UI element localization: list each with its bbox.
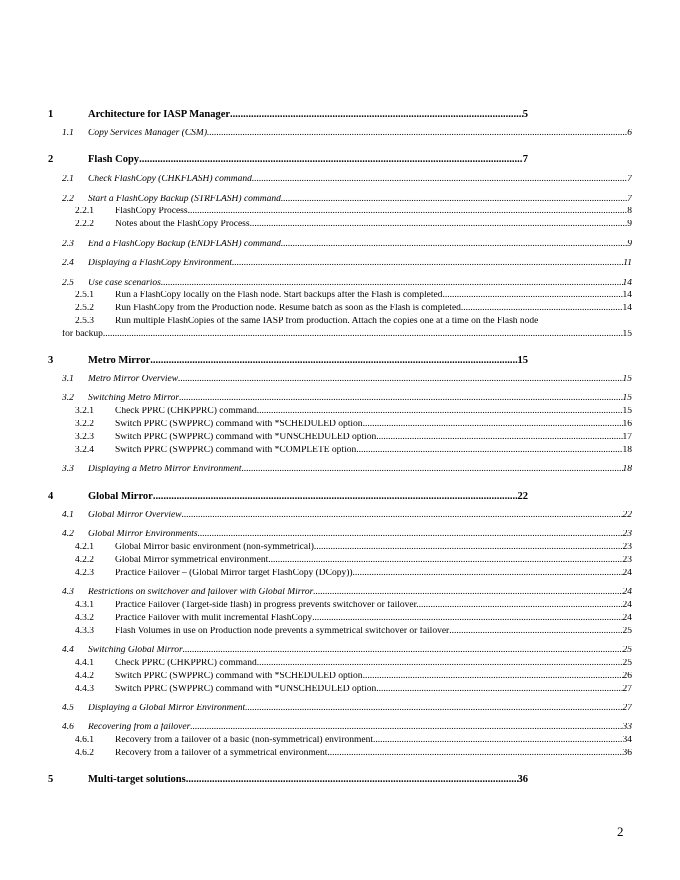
toc-entry-page: 9 bbox=[627, 240, 632, 249]
dot-leader bbox=[356, 446, 622, 456]
toc-entry-title: Start a FlashCopy Backup (STRFLASH) command bbox=[88, 195, 281, 204]
dot-leader bbox=[188, 207, 628, 217]
toc-entry-title: Global Mirror basic environment (non-symmetrical) bbox=[115, 543, 314, 552]
dot-leader bbox=[314, 543, 623, 553]
toc-entry-page: 16 bbox=[622, 420, 632, 429]
dot-leader bbox=[232, 259, 623, 269]
toc-entry-page: 27 bbox=[622, 685, 632, 694]
toc-entry-2-2[interactable] bbox=[62, 195, 632, 205]
toc-entry-title: Global Mirror Environments bbox=[88, 530, 198, 539]
toc-entry-title: Run multiple FlashCopies of the same IASP from production. Attach the copies one at a time on the Flash node bbox=[115, 317, 539, 326]
toc-entry-3-2-2[interactable] bbox=[75, 420, 632, 430]
toc-entry-title: Recovering from a failover bbox=[88, 723, 191, 732]
toc-entry-number: 2.4 bbox=[62, 259, 74, 268]
toc-entry-number: 4.2.3 bbox=[75, 569, 94, 578]
dot-leader bbox=[376, 433, 622, 443]
toc-entry-4-3-2[interactable] bbox=[75, 614, 632, 624]
dot-leader bbox=[363, 420, 623, 430]
toc-entry-number: 4.6 bbox=[62, 723, 74, 732]
toc-entry-title: Switch PPRC (SWPPRC) command with *SCHEDULED option bbox=[115, 420, 363, 429]
toc-entry-page: 6 bbox=[627, 129, 632, 138]
dot-leader bbox=[139, 155, 523, 166]
toc-entry-number: 2.3 bbox=[62, 240, 74, 249]
toc-entry-page: 25 bbox=[622, 627, 632, 636]
toc-entry-1[interactable] bbox=[48, 110, 528, 121]
toc-entry-2-5[interactable] bbox=[62, 279, 632, 289]
toc-entry-number: 1.1 bbox=[62, 129, 74, 138]
toc-entry-number: 4.6.1 bbox=[75, 736, 94, 745]
toc-entry-number: 4.1 bbox=[62, 511, 74, 520]
toc-entry-3[interactable] bbox=[48, 356, 528, 367]
toc-entry-page: 9 bbox=[627, 220, 632, 229]
toc-entry-title: Switch PPRC (SWPPRC) command with *COMPLETE option bbox=[115, 446, 357, 455]
dot-leader bbox=[281, 195, 627, 205]
toc-entry-title: FlashCopy Process bbox=[115, 207, 188, 216]
dot-leader bbox=[281, 240, 627, 250]
dot-leader bbox=[207, 129, 627, 139]
toc-entry-3-3[interactable] bbox=[62, 465, 632, 475]
toc-entry-number: 5 bbox=[48, 775, 54, 785]
toc-entry-2[interactable] bbox=[48, 155, 528, 166]
toc-entry-page: 36 bbox=[517, 775, 528, 785]
toc-entry-title: Practice Failover (Target-side flash) in progress prevents switchover or failover. bbox=[115, 601, 419, 610]
toc-entry-2-2-1[interactable] bbox=[75, 207, 632, 217]
toc-entry-4-3[interactable] bbox=[62, 588, 632, 598]
toc-entry-2-3[interactable] bbox=[62, 240, 632, 250]
dot-leader bbox=[463, 304, 622, 314]
toc-entry-page: 15 bbox=[622, 330, 632, 339]
toc-entry-number: 4.5 bbox=[62, 704, 74, 713]
toc-entry-4-2-1[interactable] bbox=[75, 543, 632, 553]
toc-entry-2-5-3[interactable] bbox=[75, 317, 632, 327]
toc-entry-title: Check FlashCopy (CHKFLASH) command bbox=[88, 175, 252, 184]
toc-entry-number: 3 bbox=[48, 356, 54, 366]
toc-entry-3-2-3[interactable] bbox=[75, 433, 632, 443]
page-number: 2 bbox=[617, 824, 624, 839]
dot-leader bbox=[419, 601, 623, 611]
toc-entry-number: 3.2.2 bbox=[75, 420, 94, 429]
toc-entry-page: 5 bbox=[522, 110, 528, 120]
toc-entry-title: Switch PPRC (SWPPRC) command with *SCHEDULED option bbox=[115, 672, 363, 681]
toc-entry-page: 8 bbox=[627, 207, 632, 216]
dot-leader bbox=[242, 465, 623, 475]
dot-leader bbox=[442, 291, 622, 301]
toc-entry-page: 23 bbox=[622, 556, 632, 565]
toc-entry-number: 4.6.2 bbox=[75, 749, 94, 758]
toc-entry-number: 2.2.1 bbox=[75, 207, 94, 216]
toc-entry-title: Check PPRC (CHKPPRC) command bbox=[115, 407, 257, 416]
dot-leader bbox=[190, 723, 622, 733]
toc-entry-page: 7 bbox=[522, 155, 528, 165]
toc-entry-page: 33 bbox=[622, 723, 632, 732]
toc-entry-number: 4 bbox=[48, 492, 54, 502]
toc-entry-page: 24 bbox=[622, 601, 632, 610]
dot-leader bbox=[353, 569, 623, 579]
toc-entry-number: 4.2.1 bbox=[75, 543, 94, 552]
toc-entry-number: 4.4.2 bbox=[75, 672, 94, 681]
toc-entry-title: Switch PPRC (SWPPRC) command with *UNSCHEDULED option bbox=[115, 433, 377, 442]
dot-leader bbox=[183, 646, 623, 656]
toc-entry-page: 24 bbox=[622, 588, 632, 597]
toc-entry-page: 23 bbox=[622, 530, 632, 539]
toc-entry-title-continuation: for backup. bbox=[62, 330, 106, 339]
dot-leader bbox=[150, 356, 517, 367]
toc-entry-4-6[interactable] bbox=[62, 723, 632, 733]
toc-entry-number: 3.2 bbox=[62, 394, 74, 403]
toc-entry-page: 18 bbox=[622, 465, 632, 474]
toc-entry-title: Notes about the FlashCopy Process bbox=[115, 220, 250, 229]
dot-leader bbox=[257, 659, 623, 669]
toc-entry-title: Metro Mirror bbox=[88, 356, 151, 366]
dot-leader bbox=[312, 614, 622, 624]
toc-entry-3-2[interactable] bbox=[62, 394, 632, 404]
toc-entry-title: Switching Metro Mirror bbox=[88, 394, 180, 403]
toc-entry-title: Practice Failover – (Global Mirror target FlashCopy (DCopy)) bbox=[115, 569, 353, 578]
toc-entry-number: 3.2.1 bbox=[75, 407, 94, 416]
toc-entry-title: Use case scenarios bbox=[88, 279, 161, 288]
toc-entry-4-6-2[interactable] bbox=[75, 749, 632, 759]
dot-leader bbox=[363, 672, 623, 682]
toc-entry-page: 15 bbox=[622, 407, 632, 416]
toc-entry-title: Metro Mirror Overview bbox=[88, 375, 179, 384]
toc-entry-2-4[interactable] bbox=[62, 259, 632, 269]
toc-entry-number: 2.5.1 bbox=[75, 291, 94, 300]
toc-entry-page: 18 bbox=[622, 446, 632, 455]
toc-entry-title: Displaying a Global Mirror Environment bbox=[88, 704, 246, 713]
dot-leader bbox=[230, 110, 523, 121]
toc-entry-number: 4.4 bbox=[62, 646, 74, 655]
toc-entry-number: 3.2.4 bbox=[75, 446, 94, 455]
toc-entry-4-3-1[interactable] bbox=[75, 601, 632, 611]
dot-leader bbox=[376, 685, 622, 695]
toc-entry-number: 2.1 bbox=[62, 175, 74, 184]
toc-entry-page: 17 bbox=[622, 433, 632, 442]
toc-entry-2-5-2[interactable] bbox=[75, 304, 632, 314]
toc-entry-1-1[interactable] bbox=[62, 129, 632, 139]
toc-entry-title: Copy Services Manager (CSM) bbox=[88, 129, 207, 138]
toc-entry-title: Displaying a FlashCopy Environment bbox=[88, 259, 232, 268]
toc-entry-4-4-3[interactable] bbox=[75, 685, 632, 695]
toc-entry-page: 14 bbox=[622, 304, 632, 313]
toc-entry-title: Check PPRC (CHKPPRC) command bbox=[115, 659, 257, 668]
dot-leader bbox=[179, 394, 622, 404]
toc-entry-page: 22 bbox=[517, 492, 528, 502]
toc-entry-5[interactable] bbox=[48, 775, 528, 786]
toc-entry-3-2-1[interactable] bbox=[75, 407, 632, 417]
dot-leader bbox=[245, 704, 622, 714]
toc-entry-title: Switching Global Mirror bbox=[88, 646, 183, 655]
toc-entry-number: 4.3 bbox=[62, 588, 74, 597]
toc-entry-2-2-2[interactable] bbox=[75, 220, 632, 230]
toc-entry-page: 7 bbox=[627, 175, 632, 184]
toc-entry-page: 22 bbox=[622, 511, 632, 520]
toc-entry-number: 2.2.2 bbox=[75, 220, 94, 229]
toc-entry-title: Run FlashCopy from the Production node. Resume batch as soon as the Flash is completed. bbox=[115, 304, 464, 313]
toc-entry-4-1[interactable] bbox=[62, 511, 632, 521]
dot-leader bbox=[327, 749, 622, 759]
toc-entry-page: 11 bbox=[623, 259, 632, 268]
toc-entry-number: 2.5.2 bbox=[75, 304, 94, 313]
toc-entry-page: 14 bbox=[622, 279, 632, 288]
toc-entry-title: Flash Copy bbox=[88, 155, 140, 165]
toc-entry-title: Recovery from a failover of a basic (non-symmetrical) environment bbox=[115, 736, 373, 745]
toc-entry-title: End a FlashCopy Backup (ENDFLASH) command bbox=[88, 240, 281, 249]
toc-entry-page: 36 bbox=[622, 749, 632, 758]
toc-entry-page: 23 bbox=[622, 543, 632, 552]
dot-leader bbox=[313, 588, 622, 598]
toc-entry-page: 15 bbox=[622, 375, 632, 384]
dot-leader bbox=[178, 375, 622, 385]
toc-entry-title: Recovery from a failover of a symmetrical environment bbox=[115, 749, 328, 758]
dot-leader bbox=[250, 220, 628, 230]
toc-entry-number: 4.2.2 bbox=[75, 556, 94, 565]
toc-entry-page: 26 bbox=[622, 672, 632, 681]
dot-leader bbox=[182, 511, 623, 521]
toc-entry-page: 24 bbox=[622, 614, 632, 623]
toc-entry-title: Run a FlashCopy locally on the Flash node. Start backups after the Flash is completed bbox=[115, 291, 443, 300]
toc-entry-number: 4.3.3 bbox=[75, 627, 94, 636]
dot-leader bbox=[105, 330, 622, 340]
toc-entry-2-5-1[interactable] bbox=[75, 291, 632, 301]
toc-entry-page: 27 bbox=[622, 704, 632, 713]
dot-leader bbox=[198, 530, 623, 540]
toc-entry-page: 25 bbox=[622, 646, 632, 655]
dot-leader bbox=[257, 407, 623, 417]
toc-entry-page: 15 bbox=[622, 394, 632, 403]
toc-entry-number: 2.5 bbox=[62, 279, 74, 288]
toc-entry-number: 4.4.1 bbox=[75, 659, 94, 668]
toc-entry-title: Multi-target solutions bbox=[88, 775, 186, 785]
dot-leader bbox=[268, 556, 622, 566]
toc-entry-number: 4.2 bbox=[62, 530, 74, 539]
toc-entry-title: Global Mirror symmetrical environment bbox=[115, 556, 269, 565]
toc-entry-title: Practice Failover with mulit incremental FlashCopy bbox=[115, 614, 313, 623]
toc-entry-2-5-3-continuation[interactable] bbox=[62, 330, 632, 340]
toc-entry-title: Displaying a Metro Mirror Environment bbox=[88, 465, 242, 474]
dot-leader bbox=[373, 736, 623, 746]
dot-leader bbox=[161, 279, 623, 289]
toc-entry-3-1[interactable] bbox=[62, 375, 632, 385]
toc-entry-number: 4.3.1 bbox=[75, 601, 94, 610]
toc-entry-number: 3.3 bbox=[62, 465, 74, 474]
toc-entry-4-6-1[interactable] bbox=[75, 736, 632, 746]
toc-entry-page: 24 bbox=[622, 569, 632, 578]
toc-entry-4-2[interactable] bbox=[62, 530, 632, 540]
toc-entry-title: Global Mirror bbox=[88, 492, 153, 502]
toc-entry-number: 2.2 bbox=[62, 195, 74, 204]
dot-leader bbox=[252, 175, 627, 185]
toc-entry-page: 15 bbox=[517, 356, 528, 366]
toc-entry-number: 2 bbox=[48, 155, 54, 165]
toc-entry-4-5[interactable] bbox=[62, 704, 632, 714]
toc-entry-title: Global Mirror Overview bbox=[88, 511, 182, 520]
toc-entry-page: 7 bbox=[627, 195, 632, 204]
toc-entry-number: 3.1 bbox=[62, 375, 74, 384]
toc-entry-4[interactable] bbox=[48, 492, 528, 503]
dot-leader bbox=[153, 492, 518, 503]
toc-entry-number: 2.5.3 bbox=[75, 317, 94, 326]
toc-entry-title: Flash Volumes in use on Production node prevents a symmetrical switchover or failover bbox=[115, 627, 450, 636]
toc-entry-4-2-3[interactable] bbox=[75, 569, 632, 579]
toc-entry-number: 4.4.3 bbox=[75, 685, 94, 694]
toc-entry-2-1[interactable] bbox=[62, 175, 632, 185]
dot-leader bbox=[186, 775, 518, 786]
toc-entry-4-4-1[interactable] bbox=[75, 659, 632, 669]
dot-leader bbox=[449, 627, 622, 637]
toc-entry-number: 4.3.2 bbox=[75, 614, 94, 623]
toc-entry-page: 34 bbox=[622, 736, 632, 745]
toc-entry-4-3-3[interactable] bbox=[75, 627, 632, 637]
toc-entry-number: 1 bbox=[48, 110, 54, 120]
toc-entry-title: Restrictions on switchover and failover with Global Mirror bbox=[88, 588, 314, 597]
toc-entry-4-4[interactable] bbox=[62, 646, 632, 656]
toc-entry-title: Architecture for IASP Manager bbox=[88, 110, 231, 120]
toc-entry-4-2-2[interactable] bbox=[75, 556, 632, 566]
toc-entry-number: 3.2.3 bbox=[75, 433, 94, 442]
toc-entry-3-2-4[interactable] bbox=[75, 446, 632, 456]
toc-entry-title: Switch PPRC (SWPPRC) command with *UNSCHEDULED option bbox=[115, 685, 377, 694]
toc-entry-4-4-2[interactable] bbox=[75, 672, 632, 682]
toc-entry-page: 25 bbox=[622, 659, 632, 668]
toc-entry-page: 14 bbox=[622, 291, 632, 300]
